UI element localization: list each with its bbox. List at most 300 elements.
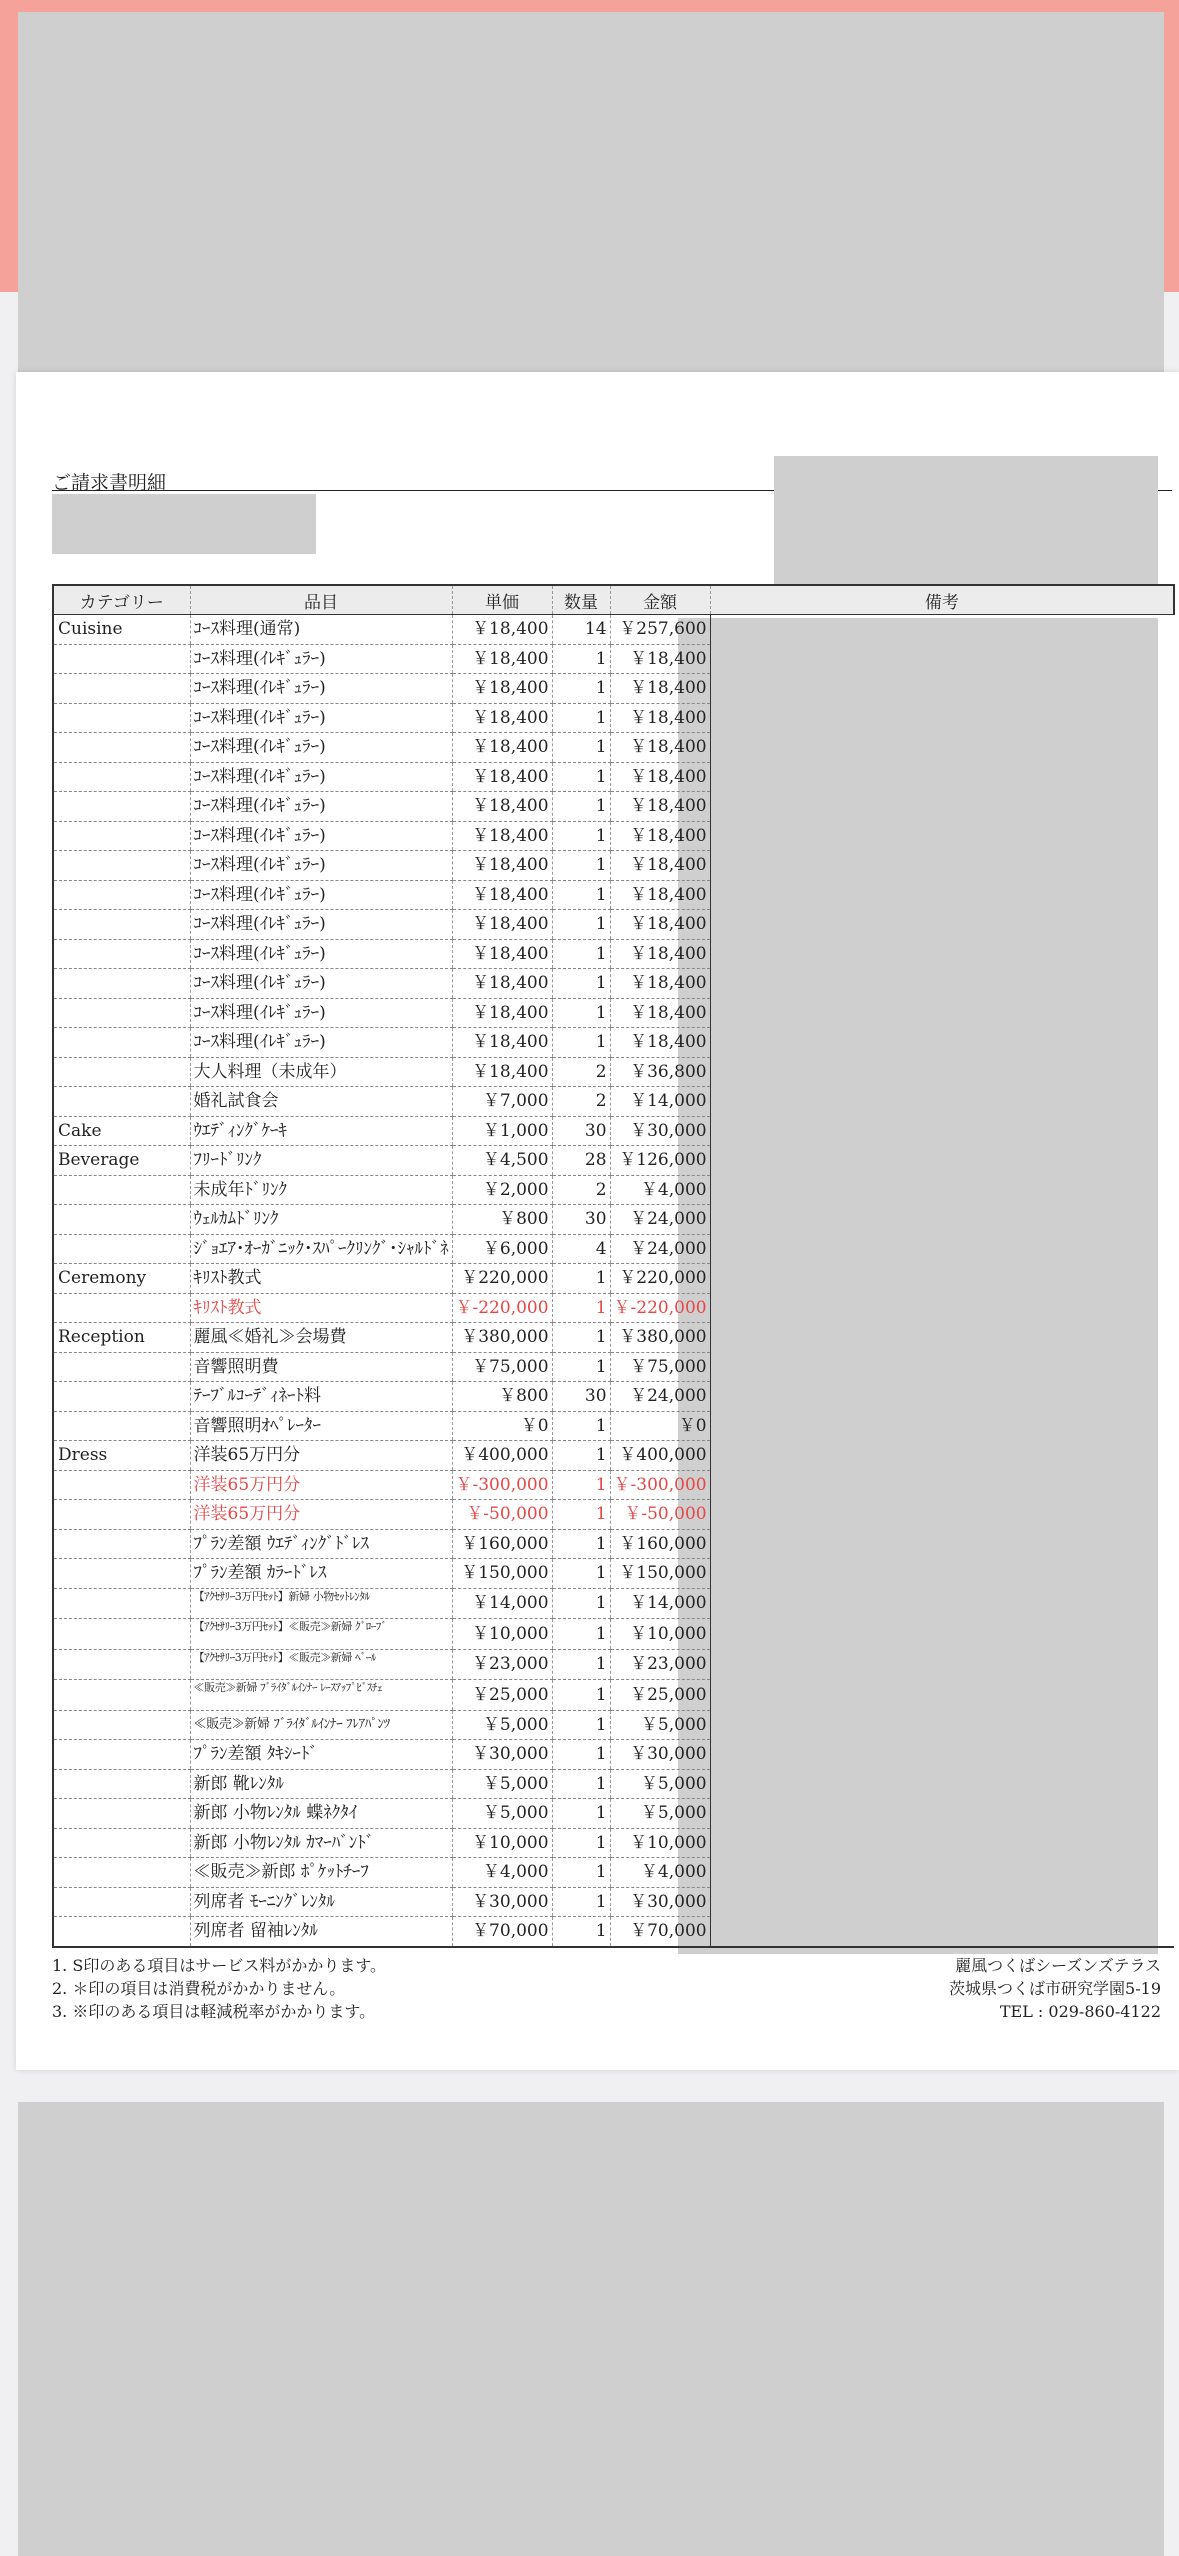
row-unit-price: ￥4,500 bbox=[452, 1146, 552, 1176]
row-item: 列席者 留袖ﾚﾝﾀﾙ bbox=[190, 1917, 452, 1947]
table-row bbox=[53, 644, 1174, 674]
row-amount: ￥160,000 bbox=[610, 1529, 710, 1559]
row-category bbox=[53, 1799, 190, 1829]
row-item: ﾌﾘｰﾄﾞﾘﾝｸ bbox=[190, 1146, 452, 1176]
row-category bbox=[53, 939, 190, 969]
row-category: Beverage bbox=[53, 1146, 190, 1176]
row-category bbox=[53, 1382, 190, 1412]
row-qty: 1 bbox=[552, 1649, 610, 1680]
row-category bbox=[53, 998, 190, 1028]
table-row bbox=[53, 821, 1174, 851]
row-notes bbox=[710, 939, 1174, 969]
row-amount: ￥25,000 bbox=[610, 1680, 710, 1711]
row-item: 【ｱｸｾｻﾘｰ3万円ｾｯﾄ】≪販売≫新婦 ﾍﾞｰﾙ bbox=[190, 1649, 452, 1680]
row-item: 洋装65万円分 bbox=[190, 1470, 452, 1500]
row-qty: 1 bbox=[552, 1352, 610, 1382]
row-item: ｺｰｽ料理(ｲﾚｷﾞｭﾗｰ) bbox=[190, 880, 452, 910]
row-notes bbox=[710, 1799, 1174, 1829]
row-unit-price: ￥7,000 bbox=[452, 1087, 552, 1117]
row-item: ﾌﾟﾗﾝ差額 ﾀｷｼｰﾄﾞ bbox=[190, 1740, 452, 1770]
row-notes bbox=[710, 1382, 1174, 1412]
row-qty: 1 bbox=[552, 821, 610, 851]
row-category: Reception bbox=[53, 1323, 190, 1353]
row-item: ｺｰｽ料理(ｲﾚｷﾞｭﾗｰ) bbox=[190, 821, 452, 851]
row-amount: ￥4,000 bbox=[610, 1175, 710, 1205]
table-row bbox=[53, 1917, 1174, 1947]
table-row bbox=[53, 1470, 1174, 1500]
table-row bbox=[53, 1740, 1174, 1770]
table-row bbox=[53, 733, 1174, 763]
row-item: 洋装65万円分 bbox=[190, 1500, 452, 1530]
row-qty: 1 bbox=[552, 762, 610, 792]
row-amount: ￥18,400 bbox=[610, 1028, 710, 1058]
row-notes bbox=[710, 703, 1174, 733]
row-category bbox=[53, 1559, 190, 1589]
row-category bbox=[53, 851, 190, 881]
col-header-notes: 備考 bbox=[710, 585, 1174, 615]
table-row bbox=[53, 969, 1174, 999]
row-qty: 1 bbox=[552, 1411, 610, 1441]
venue-tel: TEL : 029-860-4122 bbox=[999, 2002, 1161, 2021]
row-unit-price: ￥18,400 bbox=[452, 851, 552, 881]
row-qty: 1 bbox=[552, 998, 610, 1028]
row-notes bbox=[710, 733, 1174, 763]
venue-info bbox=[949, 1954, 1161, 2023]
table-row bbox=[53, 1858, 1174, 1888]
row-category bbox=[53, 792, 190, 822]
row-amount: ￥257,600 bbox=[610, 615, 710, 645]
row-unit-price: ￥1,000 bbox=[452, 1116, 552, 1146]
row-item: 洋装65万円分 bbox=[190, 1441, 452, 1471]
row-notes bbox=[710, 969, 1174, 999]
row-amount: ￥18,400 bbox=[610, 939, 710, 969]
table-row bbox=[53, 1352, 1174, 1382]
row-unit-price: ￥18,400 bbox=[452, 703, 552, 733]
venue-name: 麗風つくばシーズンズテラス bbox=[955, 1956, 1161, 1975]
table-row bbox=[53, 1175, 1174, 1205]
row-notes bbox=[710, 1710, 1174, 1740]
row-category bbox=[53, 762, 190, 792]
table-header-row bbox=[53, 585, 1174, 615]
row-category bbox=[53, 1858, 190, 1888]
row-qty: 1 bbox=[552, 1293, 610, 1323]
row-notes bbox=[710, 1175, 1174, 1205]
row-notes bbox=[710, 1116, 1174, 1146]
redacted-block-stamp bbox=[774, 456, 1158, 588]
row-amount: ￥18,400 bbox=[610, 969, 710, 999]
col-header-item: 品目 bbox=[190, 585, 452, 615]
row-qty: 1 bbox=[552, 969, 610, 999]
row-item: ﾌﾟﾗﾝ差額 ｶﾗｰﾄﾞﾚｽ bbox=[190, 1559, 452, 1589]
row-notes bbox=[710, 1529, 1174, 1559]
row-qty: 1 bbox=[552, 1470, 610, 1500]
row-item: ｺｰｽ料理(ｲﾚｷﾞｭﾗｰ) bbox=[190, 851, 452, 881]
row-qty: 2 bbox=[552, 1057, 610, 1087]
row-unit-price: ￥23,000 bbox=[452, 1649, 552, 1680]
row-item: ｺｰｽ料理(ｲﾚｷﾞｭﾗｰ) bbox=[190, 1028, 452, 1058]
row-notes bbox=[710, 1293, 1174, 1323]
row-amount: ￥10,000 bbox=[610, 1619, 710, 1650]
table-row bbox=[53, 939, 1174, 969]
row-notes bbox=[710, 910, 1174, 940]
table-row bbox=[53, 1588, 1174, 1619]
row-notes bbox=[710, 1828, 1174, 1858]
footer-note: 3. ※印のある項目は軽減税率がかかります。 bbox=[52, 2002, 376, 2021]
table-row bbox=[53, 1887, 1174, 1917]
row-item: ｺｰｽ料理(ｲﾚｷﾞｭﾗｰ) bbox=[190, 733, 452, 763]
row-amount: ￥400,000 bbox=[610, 1441, 710, 1471]
row-unit-price: ￥18,400 bbox=[452, 674, 552, 704]
row-amount: ￥10,000 bbox=[610, 1828, 710, 1858]
row-qty: 1 bbox=[552, 792, 610, 822]
row-item: ｺｰｽ料理(ｲﾚｷﾞｭﾗｰ) bbox=[190, 792, 452, 822]
row-amount: ￥150,000 bbox=[610, 1559, 710, 1589]
row-category bbox=[53, 1205, 190, 1235]
row-category bbox=[53, 1529, 190, 1559]
row-notes bbox=[710, 1500, 1174, 1530]
row-qty: 1 bbox=[552, 1588, 610, 1619]
row-notes bbox=[710, 1649, 1174, 1680]
row-unit-price: ￥-300,000 bbox=[452, 1470, 552, 1500]
row-unit-price: ￥10,000 bbox=[452, 1619, 552, 1650]
row-unit-price: ￥18,400 bbox=[452, 615, 552, 645]
row-amount: ￥18,400 bbox=[610, 851, 710, 881]
row-amount: ￥23,000 bbox=[610, 1649, 710, 1680]
table-row bbox=[53, 1028, 1174, 1058]
col-header-amount: 金額 bbox=[610, 585, 710, 615]
row-amount: ￥75,000 bbox=[610, 1352, 710, 1382]
row-item: ≪販売≫新郎 ﾎﾟｹｯﾄﾁｰﾌ bbox=[190, 1858, 452, 1888]
row-category bbox=[53, 969, 190, 999]
row-qty: 1 bbox=[552, 1858, 610, 1888]
table-row bbox=[53, 851, 1174, 881]
table-row bbox=[53, 792, 1174, 822]
col-header-unit-price: 単価 bbox=[452, 585, 552, 615]
row-notes bbox=[710, 821, 1174, 851]
row-notes bbox=[710, 1323, 1174, 1353]
row-amount: ￥126,000 bbox=[610, 1146, 710, 1176]
table-row bbox=[53, 1769, 1174, 1799]
row-category bbox=[53, 1828, 190, 1858]
row-amount: ￥0 bbox=[610, 1411, 710, 1441]
table-row bbox=[53, 1710, 1174, 1740]
row-qty: 1 bbox=[552, 910, 610, 940]
row-unit-price: ￥6,000 bbox=[452, 1234, 552, 1264]
row-amount: ￥18,400 bbox=[610, 674, 710, 704]
table-row bbox=[53, 674, 1174, 704]
row-category bbox=[53, 1619, 190, 1650]
row-notes bbox=[710, 880, 1174, 910]
row-notes bbox=[710, 1588, 1174, 1619]
row-category bbox=[53, 1175, 190, 1205]
row-notes bbox=[710, 1619, 1174, 1650]
row-notes bbox=[710, 1205, 1174, 1235]
row-unit-price: ￥800 bbox=[452, 1205, 552, 1235]
row-item: ≪販売≫新婦 ﾌﾞﾗｲﾀﾞﾙｲﾝﾅｰ ﾚｰｽｱｯﾌﾟﾋﾞｽﾁｪ bbox=[190, 1680, 452, 1711]
table-row bbox=[53, 1559, 1174, 1589]
row-category bbox=[53, 674, 190, 704]
col-header-qty: 数量 bbox=[552, 585, 610, 615]
row-category bbox=[53, 1411, 190, 1441]
row-unit-price: ￥800 bbox=[452, 1382, 552, 1412]
row-amount: ￥5,000 bbox=[610, 1799, 710, 1829]
row-amount: ￥18,400 bbox=[610, 644, 710, 674]
row-amount: ￥18,400 bbox=[610, 998, 710, 1028]
row-item: 【ｱｸｾｻﾘｰ3万円ｾｯﾄ】≪販売≫新婦 ｸﾞﾛｰﾌﾞ bbox=[190, 1619, 452, 1650]
table-row bbox=[53, 910, 1174, 940]
row-qty: 28 bbox=[552, 1146, 610, 1176]
table-row bbox=[53, 1500, 1174, 1530]
table-row bbox=[53, 1293, 1174, 1323]
row-notes bbox=[710, 1887, 1174, 1917]
row-item: ﾌﾟﾗﾝ差額 ｳｴﾃﾞｨﾝｸﾞﾄﾞﾚｽ bbox=[190, 1529, 452, 1559]
row-amount: ￥30,000 bbox=[610, 1887, 710, 1917]
row-category bbox=[53, 1680, 190, 1711]
row-amount: ￥18,400 bbox=[610, 762, 710, 792]
redacted-block-name bbox=[52, 494, 316, 554]
row-unit-price: ￥-220,000 bbox=[452, 1293, 552, 1323]
row-notes bbox=[710, 1087, 1174, 1117]
row-item: ｺｰｽ料理(ｲﾚｷﾞｭﾗｰ) bbox=[190, 998, 452, 1028]
table-row bbox=[53, 1649, 1174, 1680]
row-category bbox=[53, 703, 190, 733]
row-item: 未成年ﾄﾞﾘﾝｸ bbox=[190, 1175, 452, 1205]
row-qty: 1 bbox=[552, 1028, 610, 1058]
row-notes bbox=[710, 1057, 1174, 1087]
table-row bbox=[53, 1799, 1174, 1829]
table-row bbox=[53, 1116, 1174, 1146]
row-notes bbox=[710, 1740, 1174, 1770]
row-category: Dress bbox=[53, 1441, 190, 1471]
table-row bbox=[53, 1264, 1174, 1294]
row-qty: 1 bbox=[552, 939, 610, 969]
table-row bbox=[53, 762, 1174, 792]
row-amount: ￥36,800 bbox=[610, 1057, 710, 1087]
table-row bbox=[53, 1828, 1174, 1858]
row-qty: 30 bbox=[552, 1382, 610, 1412]
row-amount: ￥30,000 bbox=[610, 1740, 710, 1770]
footer-note: 1. S印のある項目はサービス料がかかります。 bbox=[52, 1956, 387, 1975]
footer-notes bbox=[52, 1954, 386, 2023]
row-unit-price: ￥-50,000 bbox=[452, 1500, 552, 1530]
row-item: 音響照明費 bbox=[190, 1352, 452, 1382]
row-category bbox=[53, 910, 190, 940]
row-category bbox=[53, 1740, 190, 1770]
row-category bbox=[53, 1649, 190, 1680]
row-qty: 30 bbox=[552, 1205, 610, 1235]
row-item: ｺｰｽ料理(ｲﾚｷﾞｭﾗｰ) bbox=[190, 644, 452, 674]
row-qty: 1 bbox=[552, 1619, 610, 1650]
row-unit-price: ￥4,000 bbox=[452, 1858, 552, 1888]
table-row bbox=[53, 615, 1174, 645]
page-title: ご請求書明細 bbox=[52, 472, 167, 494]
row-notes bbox=[710, 1028, 1174, 1058]
row-unit-price: ￥160,000 bbox=[452, 1529, 552, 1559]
row-unit-price: ￥18,400 bbox=[452, 821, 552, 851]
row-item: 婚礼試食会 bbox=[190, 1087, 452, 1117]
row-notes bbox=[710, 1858, 1174, 1888]
redacted-block-top bbox=[18, 12, 1164, 412]
table-row bbox=[53, 1529, 1174, 1559]
row-notes bbox=[710, 1769, 1174, 1799]
row-category bbox=[53, 1769, 190, 1799]
row-amount: ￥5,000 bbox=[610, 1710, 710, 1740]
row-amount: ￥24,000 bbox=[610, 1382, 710, 1412]
row-unit-price: ￥18,400 bbox=[452, 939, 552, 969]
row-qty: 1 bbox=[552, 733, 610, 763]
row-notes bbox=[710, 1917, 1174, 1947]
table-row bbox=[53, 998, 1174, 1028]
row-qty: 1 bbox=[552, 1680, 610, 1711]
row-item: 新郎 小物ﾚﾝﾀﾙ ｶﾏｰﾊﾞﾝﾄﾞ bbox=[190, 1828, 452, 1858]
row-notes bbox=[710, 644, 1174, 674]
invoice-table bbox=[52, 584, 1175, 1948]
row-item: ｺｰｽ料理(ｲﾚｷﾞｭﾗｰ) bbox=[190, 703, 452, 733]
row-qty: 1 bbox=[552, 1887, 610, 1917]
row-item: ≪販売≫新婦 ﾌﾞﾗｲﾀﾞﾙｲﾝﾅｰ ﾌﾚｱﾊﾟﾝﾂ bbox=[190, 1710, 452, 1740]
row-item: ﾃｰﾌﾞﾙｺｰﾃﾞｨﾈｰﾄ料 bbox=[190, 1382, 452, 1412]
row-category: Cake bbox=[53, 1116, 190, 1146]
row-qty: 14 bbox=[552, 615, 610, 645]
row-unit-price: ￥150,000 bbox=[452, 1559, 552, 1589]
row-amount: ￥220,000 bbox=[610, 1264, 710, 1294]
row-item: 麗風≪婚礼≫会場費 bbox=[190, 1323, 452, 1353]
row-notes bbox=[710, 762, 1174, 792]
row-unit-price: ￥25,000 bbox=[452, 1680, 552, 1711]
row-qty: 1 bbox=[552, 674, 610, 704]
row-qty: 1 bbox=[552, 1799, 610, 1829]
invoice-page bbox=[16, 372, 1179, 2070]
row-qty: 1 bbox=[552, 644, 610, 674]
row-qty: 1 bbox=[552, 1264, 610, 1294]
row-notes bbox=[710, 1146, 1174, 1176]
row-unit-price: ￥18,400 bbox=[452, 644, 552, 674]
row-notes bbox=[710, 1234, 1174, 1264]
row-category bbox=[53, 1293, 190, 1323]
row-unit-price: ￥5,000 bbox=[452, 1710, 552, 1740]
table-row bbox=[53, 1205, 1174, 1235]
row-qty: 1 bbox=[552, 1559, 610, 1589]
row-category bbox=[53, 1352, 190, 1382]
row-amount: ￥18,400 bbox=[610, 880, 710, 910]
footer-note: 2. ＊印の項目は消費税がかかりません。 bbox=[52, 1979, 346, 1998]
row-item: ｷﾘｽﾄ教式 bbox=[190, 1264, 452, 1294]
row-qty: 1 bbox=[552, 1917, 610, 1947]
row-item: 大人料理（未成年） bbox=[190, 1057, 452, 1087]
row-unit-price: ￥30,000 bbox=[452, 1887, 552, 1917]
row-amount: ￥-220,000 bbox=[610, 1293, 710, 1323]
row-category bbox=[53, 880, 190, 910]
row-unit-price: ￥5,000 bbox=[452, 1799, 552, 1829]
row-item: ｼﾞｮｴｱ･ｵｰｶﾞﾆｯｸ･ｽﾊﾟｰｸﾘﾝｸﾞ･ｼｬﾙﾄﾞﾈ bbox=[190, 1234, 452, 1264]
row-item: ｺｰｽ料理(ｲﾚｷﾞｭﾗｰ) bbox=[190, 762, 452, 792]
row-category bbox=[53, 821, 190, 851]
row-amount: ￥70,000 bbox=[610, 1917, 710, 1947]
row-amount: ￥18,400 bbox=[610, 792, 710, 822]
table-row bbox=[53, 1323, 1174, 1353]
row-qty: 1 bbox=[552, 1500, 610, 1530]
row-unit-price: ￥5,000 bbox=[452, 1769, 552, 1799]
row-unit-price: ￥18,400 bbox=[452, 880, 552, 910]
row-item: 【ｱｸｾｻﾘｰ3万円ｾｯﾄ】新婦 小物ｾｯﾄﾚﾝﾀﾙ bbox=[190, 1588, 452, 1619]
row-category bbox=[53, 1887, 190, 1917]
row-category bbox=[53, 1588, 190, 1619]
row-notes bbox=[710, 851, 1174, 881]
row-notes bbox=[710, 998, 1174, 1028]
row-unit-price: ￥10,000 bbox=[452, 1828, 552, 1858]
table-row bbox=[53, 1146, 1174, 1176]
row-unit-price: ￥0 bbox=[452, 1411, 552, 1441]
row-unit-price: ￥18,400 bbox=[452, 792, 552, 822]
row-qty: 1 bbox=[552, 703, 610, 733]
redacted-block-bottom bbox=[18, 2102, 1164, 2556]
row-qty: 30 bbox=[552, 1116, 610, 1146]
row-category bbox=[53, 1917, 190, 1947]
row-unit-price: ￥400,000 bbox=[452, 1441, 552, 1471]
table-row bbox=[53, 1411, 1174, 1441]
row-unit-price: ￥14,000 bbox=[452, 1588, 552, 1619]
row-unit-price: ￥70,000 bbox=[452, 1917, 552, 1947]
row-amount: ￥14,000 bbox=[610, 1588, 710, 1619]
row-category bbox=[53, 1057, 190, 1087]
row-qty: 1 bbox=[552, 880, 610, 910]
row-amount: ￥24,000 bbox=[610, 1234, 710, 1264]
row-qty: 1 bbox=[552, 851, 610, 881]
row-amount: ￥18,400 bbox=[610, 910, 710, 940]
row-notes bbox=[710, 615, 1174, 645]
row-amount: ￥-50,000 bbox=[610, 1500, 710, 1530]
row-qty: 1 bbox=[552, 1740, 610, 1770]
row-amount: ￥4,000 bbox=[610, 1858, 710, 1888]
row-unit-price: ￥2,000 bbox=[452, 1175, 552, 1205]
row-unit-price: ￥220,000 bbox=[452, 1264, 552, 1294]
row-qty: 1 bbox=[552, 1710, 610, 1740]
row-category: Ceremony bbox=[53, 1264, 190, 1294]
row-item: ｺｰｽ料理(ｲﾚｷﾞｭﾗｰ) bbox=[190, 674, 452, 704]
row-qty: 1 bbox=[552, 1441, 610, 1471]
row-unit-price: ￥18,400 bbox=[452, 762, 552, 792]
row-notes bbox=[710, 674, 1174, 704]
row-category bbox=[53, 733, 190, 763]
row-category bbox=[53, 1470, 190, 1500]
row-notes bbox=[710, 1441, 1174, 1471]
row-unit-price: ￥30,000 bbox=[452, 1740, 552, 1770]
table-row bbox=[53, 1234, 1174, 1264]
row-amount: ￥18,400 bbox=[610, 821, 710, 851]
row-category bbox=[53, 1087, 190, 1117]
row-qty: 1 bbox=[552, 1769, 610, 1799]
row-item: ｷﾘｽﾄ教式 bbox=[190, 1293, 452, 1323]
table-row bbox=[53, 1382, 1174, 1412]
row-notes bbox=[710, 1470, 1174, 1500]
row-amount: ￥5,000 bbox=[610, 1769, 710, 1799]
table-row bbox=[53, 703, 1174, 733]
row-notes bbox=[710, 1411, 1174, 1441]
row-amount: ￥-300,000 bbox=[610, 1470, 710, 1500]
table-row bbox=[53, 880, 1174, 910]
row-notes bbox=[710, 1352, 1174, 1382]
row-qty: 2 bbox=[552, 1087, 610, 1117]
row-qty: 1 bbox=[552, 1529, 610, 1559]
row-qty: 4 bbox=[552, 1234, 610, 1264]
row-item: 新郎 小物ﾚﾝﾀﾙ 蝶ﾈｸﾀｲ bbox=[190, 1799, 452, 1829]
row-amount: ￥24,000 bbox=[610, 1205, 710, 1235]
row-item: ｳｴﾃﾞｨﾝｸﾞｹｰｷ bbox=[190, 1116, 452, 1146]
row-item: ｺｰｽ料理(ｲﾚｷﾞｭﾗｰ) bbox=[190, 910, 452, 940]
row-amount: ￥18,400 bbox=[610, 703, 710, 733]
row-qty: 2 bbox=[552, 1175, 610, 1205]
row-item: 新郎 靴ﾚﾝﾀﾙ bbox=[190, 1769, 452, 1799]
